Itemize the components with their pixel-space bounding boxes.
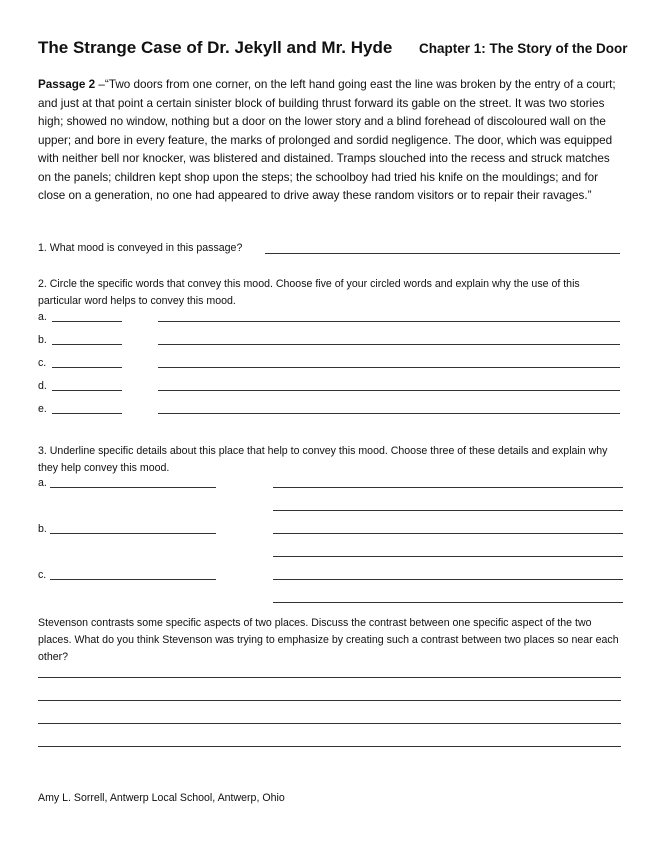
question-2: 2. Circle the specific words that convey this mood. Choose five of your circled words and explain why the use of this particular word helps to convey this mood. — [38, 278, 580, 307]
answer-line-q4-2[interactable] — [38, 700, 621, 701]
q3-label-a: a. — [38, 477, 47, 489]
q3-explain-line-c1[interactable] — [273, 579, 623, 580]
answer-line-q4-1[interactable] — [38, 677, 621, 678]
question-4: Stevenson contrasts some specific aspects of two places. Discuss the contrast between one specific aspect of the two places. What do you think Stevenson was trying to emphasize by creating such a contrast between two places so near each other? — [38, 617, 619, 663]
q2-word-line-a[interactable] — [52, 321, 122, 322]
q3-detail-line-a[interactable] — [50, 487, 216, 488]
q2-label-e: e. — [38, 403, 47, 415]
q2-explain-line-b[interactable] — [158, 344, 620, 345]
q3-explain-line-a1[interactable] — [273, 487, 623, 488]
answer-line-q4-4[interactable] — [38, 746, 621, 747]
q2-explain-line-e[interactable] — [158, 413, 620, 414]
answer-line-q4-3[interactable] — [38, 723, 621, 724]
passage-text: –“Two doors from one corner, on the left hand going east the line was broken by the entry of a court; and just at that point a certain sinister block of building thrust forward its gable on the street. It was two stories high; showed no window, nothing but a door on the lower story and a blind forehead of discoloured wall on the upper; and bore in every feature, the marks of prolonged and sordid negligence. The door, which was equipped with neither bell nor knocker, was blistered and distained. Tramps slouched into the recess and struck matches on the panels; children kept shop upon the steps; the schoolboy had tried his knife on the mouldings; and for close on a generation, no one had appeared to drive away these random visitors or to repair their ravages.” — [38, 78, 616, 202]
q2-label-d: d. — [38, 380, 47, 392]
q2-explain-line-a[interactable] — [158, 321, 620, 322]
q3-detail-line-c[interactable] — [50, 579, 216, 580]
footer-credit: Amy L. Sorrell, Antwerp Local School, Antwerp, Ohio — [38, 792, 285, 804]
chapter-heading: Chapter 1: The Story of the Door — [419, 41, 628, 56]
q2-word-line-d[interactable] — [52, 390, 122, 391]
answer-line-q1[interactable] — [265, 253, 620, 254]
q3-explain-line-c2[interactable] — [273, 602, 623, 603]
passage-block — [38, 76, 623, 206]
q3-detail-line-b[interactable] — [50, 533, 216, 534]
question-1: 1. What mood is conveyed in this passage? — [38, 242, 243, 254]
q2-label-b: b. — [38, 334, 47, 346]
q3-explain-line-b2[interactable] — [273, 556, 623, 557]
q2-word-line-b[interactable] — [52, 344, 122, 345]
q2-word-line-e[interactable] — [52, 413, 122, 414]
q3-label-b: b. — [38, 523, 47, 535]
q2-label-a: a. — [38, 311, 47, 323]
q2-explain-line-c[interactable] — [158, 367, 620, 368]
question-3: 3. Underline specific details about this place that help to convey this mood. Choose three of these details and explain why they help convey this mood. — [38, 445, 608, 474]
q2-label-c: c. — [38, 357, 47, 369]
passage-label: Passage 2 — [38, 78, 96, 91]
q3-explain-line-b1[interactable] — [273, 533, 623, 534]
document-title: The Strange Case of Dr. Jekyll and Mr. Hyde — [38, 38, 393, 57]
q2-explain-line-d[interactable] — [158, 390, 620, 391]
q3-label-c: c. — [38, 569, 47, 581]
q2-word-line-c[interactable] — [52, 367, 122, 368]
q3-explain-line-a2[interactable] — [273, 510, 623, 511]
